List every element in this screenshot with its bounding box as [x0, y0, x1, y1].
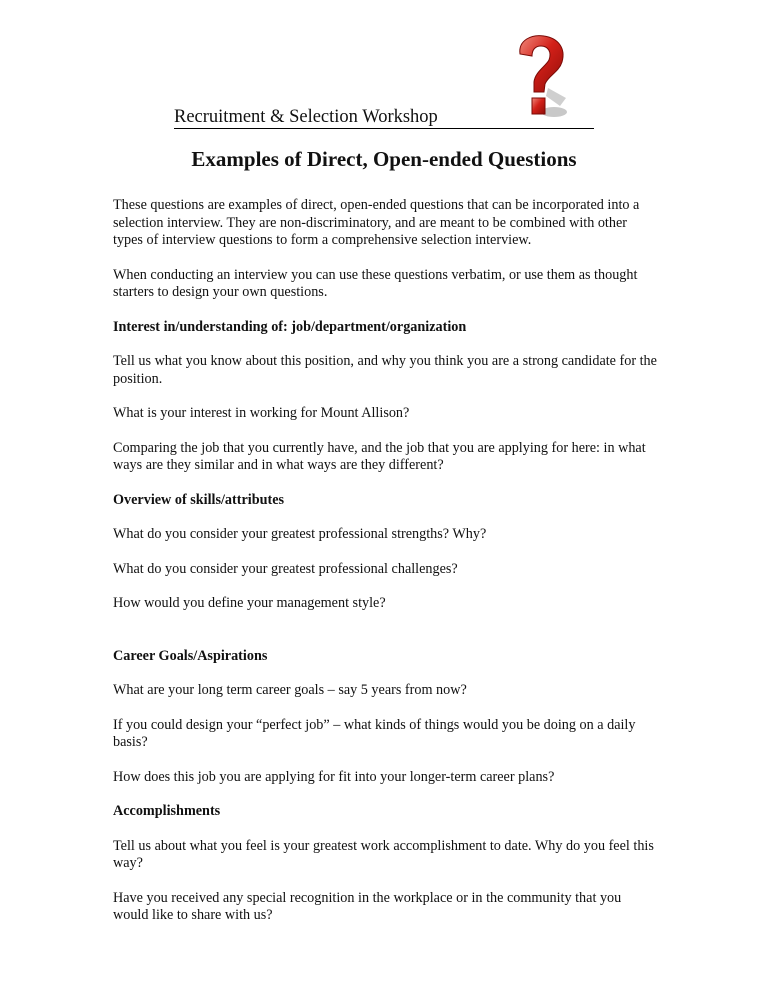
- question-item: How does this job you are applying for fit into your longer-term career plans?: [113, 768, 555, 785]
- section-heading: Overview of skills/attributes: [113, 491, 285, 508]
- question-item: Tell us what you know about this position, and why you think you are a strong candidate for the position.: [113, 353, 657, 387]
- intro-paragraph: These questions are examples of direct, open-ended questions that can be incorporated into a selection interview. They are non-discriminatory, and are meant to be combined with other types of interview questions to form a comprehensive selection interview.: [113, 197, 640, 248]
- document-body: [113, 197, 658, 942]
- question-item: What do you consider your greatest professional challenges?: [113, 560, 458, 577]
- question-item: What do you consider your greatest professional strengths? Why?: [113, 526, 487, 542]
- question-item: Tell us about what you feel is your greatest work accomplishment to date. Why do you feel this way?: [113, 837, 654, 871]
- spacer: [113, 630, 658, 648]
- question-item: How would you define your management style?: [113, 595, 386, 611]
- question-item: What are your long term career goals – say 5 years from now?: [113, 682, 467, 698]
- workshop-title: Recruitment & Selection Workshop: [174, 106, 594, 129]
- question-item: If you could design your “perfect job” – what kinds of things would you be doing on a daily basis?: [113, 716, 636, 750]
- question-item: What is your interest in working for Mount Allison?: [113, 405, 410, 421]
- section-heading: Interest in/understanding of: job/department/organization: [113, 318, 467, 335]
- intro-paragraph: When conducting an interview you can use these questions verbatim, or use them as thought starters to design your own questions.: [113, 266, 638, 300]
- section-heading: Accomplishments: [113, 803, 221, 819]
- section-heading: Career Goals/Aspirations: [113, 647, 268, 664]
- page-title: Examples of Direct, Open-ended Questions: [191, 147, 577, 171]
- question-item: Have you received any special recognition in the workplace or in the community that you would like to share with us?: [113, 889, 622, 923]
- question-item: Comparing the job that you currently have, and the job that you are applying for here: in what ways are they similar and in what ways are they different?: [113, 439, 646, 473]
